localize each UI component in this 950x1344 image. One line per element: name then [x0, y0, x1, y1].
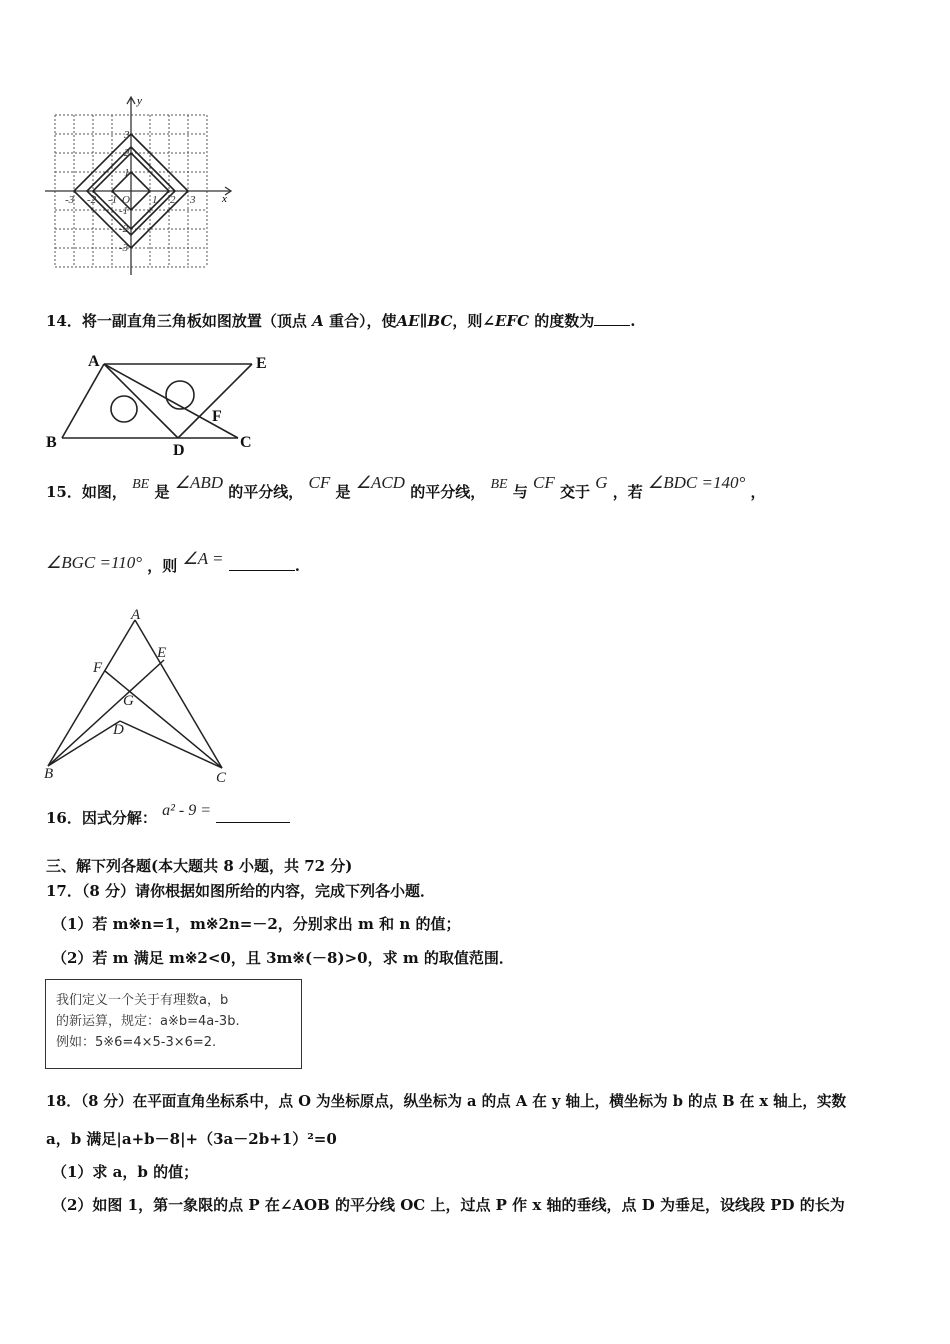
- question-14: 14．将一副直角三角板如图放置（顶点 A 重合），使AE∥BC，则∠EFC 的度数为 .: [46, 312, 636, 330]
- definition-line: 例如：5※6=4×5-3×6=2.: [56, 1035, 217, 1050]
- point-label: C: [216, 770, 227, 786]
- question-16: 16．因式分解： a² - 9 =: [46, 807, 290, 828]
- question-17-part1: （1）若 m※n=1，m※2n=－2，分别求出 m 和 n 的值；: [52, 915, 461, 933]
- point-label: D: [113, 722, 124, 738]
- y-tick: -1: [119, 205, 129, 217]
- y-tick: 2: [124, 147, 130, 159]
- x-tick: 3: [190, 194, 196, 206]
- axis-y-label: y: [137, 95, 142, 107]
- point-label: B: [44, 766, 54, 782]
- y-tick: 1: [124, 167, 130, 179]
- definition-line: 的新运算，规定：a※b=4a-3b.: [56, 1014, 240, 1029]
- question-18-condition: a，b 满足|a+b－8|+（3a－2b+1）²=0: [46, 1130, 337, 1148]
- question-18-header: 18．（8 分）在平面直角坐标系中，点 O 为坐标原点，纵坐标为 a 的点 A 在 y 轴上，横坐标为 b 的点 B 在 x 轴上，实数: [46, 1093, 847, 1110]
- point-label: C: [240, 434, 252, 451]
- bisector-figure: [40, 606, 240, 786]
- y-tick: 3: [124, 129, 130, 141]
- point-label: B: [46, 434, 57, 451]
- coordinate-grid-figure: [40, 92, 240, 277]
- x-tick: -3: [65, 194, 75, 206]
- answer-blank[interactable]: [594, 325, 630, 326]
- y-tick: -3: [119, 242, 129, 254]
- question-15-cont: ∠BGC =110° ，则 ∠A = .: [46, 549, 300, 575]
- point-label: A: [88, 353, 100, 370]
- axis-x-label: x: [222, 193, 227, 205]
- question-17-part2: （2）若 m 满足 m※2<0，且 3m※(－8)>0，求 m 的取值范围．: [52, 949, 514, 967]
- point-label: F: [93, 660, 103, 676]
- point-label: A: [131, 607, 141, 623]
- point-label: E: [256, 355, 267, 372]
- question-15: 15．如图， BE 是 ∠ABD 的平分线， CF 是 ∠ACD 的平分线， BE 与 CF 交于 G ，若 ∠BDC =140° ，: [46, 473, 766, 501]
- definition-line: 我们定义一个关于有理数a，b: [56, 993, 229, 1008]
- y-tick: -2: [119, 223, 129, 235]
- x-tick: O: [122, 194, 130, 206]
- point-label: F: [212, 408, 222, 425]
- triangle-boards-figure: [40, 348, 280, 460]
- point-label: G: [123, 693, 134, 709]
- question-18-part2: （2）如图 1，第一象限的点 P 在∠AOB 的平分线 OC 上，过点 P 作 x 轴的垂线，点 D 为垂足，设线段 PD 的长为: [52, 1196, 845, 1214]
- x-tick: 2: [170, 194, 176, 206]
- question-18-part1: （1）求 a，b 的值；: [52, 1163, 199, 1181]
- point-label: D: [173, 442, 185, 459]
- definition-box: [45, 979, 302, 1069]
- answer-blank[interactable]: [216, 822, 290, 823]
- section-title: 三、解下列各题(本大题共 8 小题，共 72 分): [46, 857, 353, 875]
- x-tick: 1: [152, 194, 158, 206]
- question-17-header: 17．（8 分）请你根据如图所给的内容，完成下列各小题．: [46, 882, 436, 900]
- point-label: E: [157, 645, 167, 661]
- x-tick: -1: [108, 194, 118, 206]
- x-tick: -2: [87, 194, 97, 206]
- answer-blank[interactable]: [229, 570, 295, 571]
